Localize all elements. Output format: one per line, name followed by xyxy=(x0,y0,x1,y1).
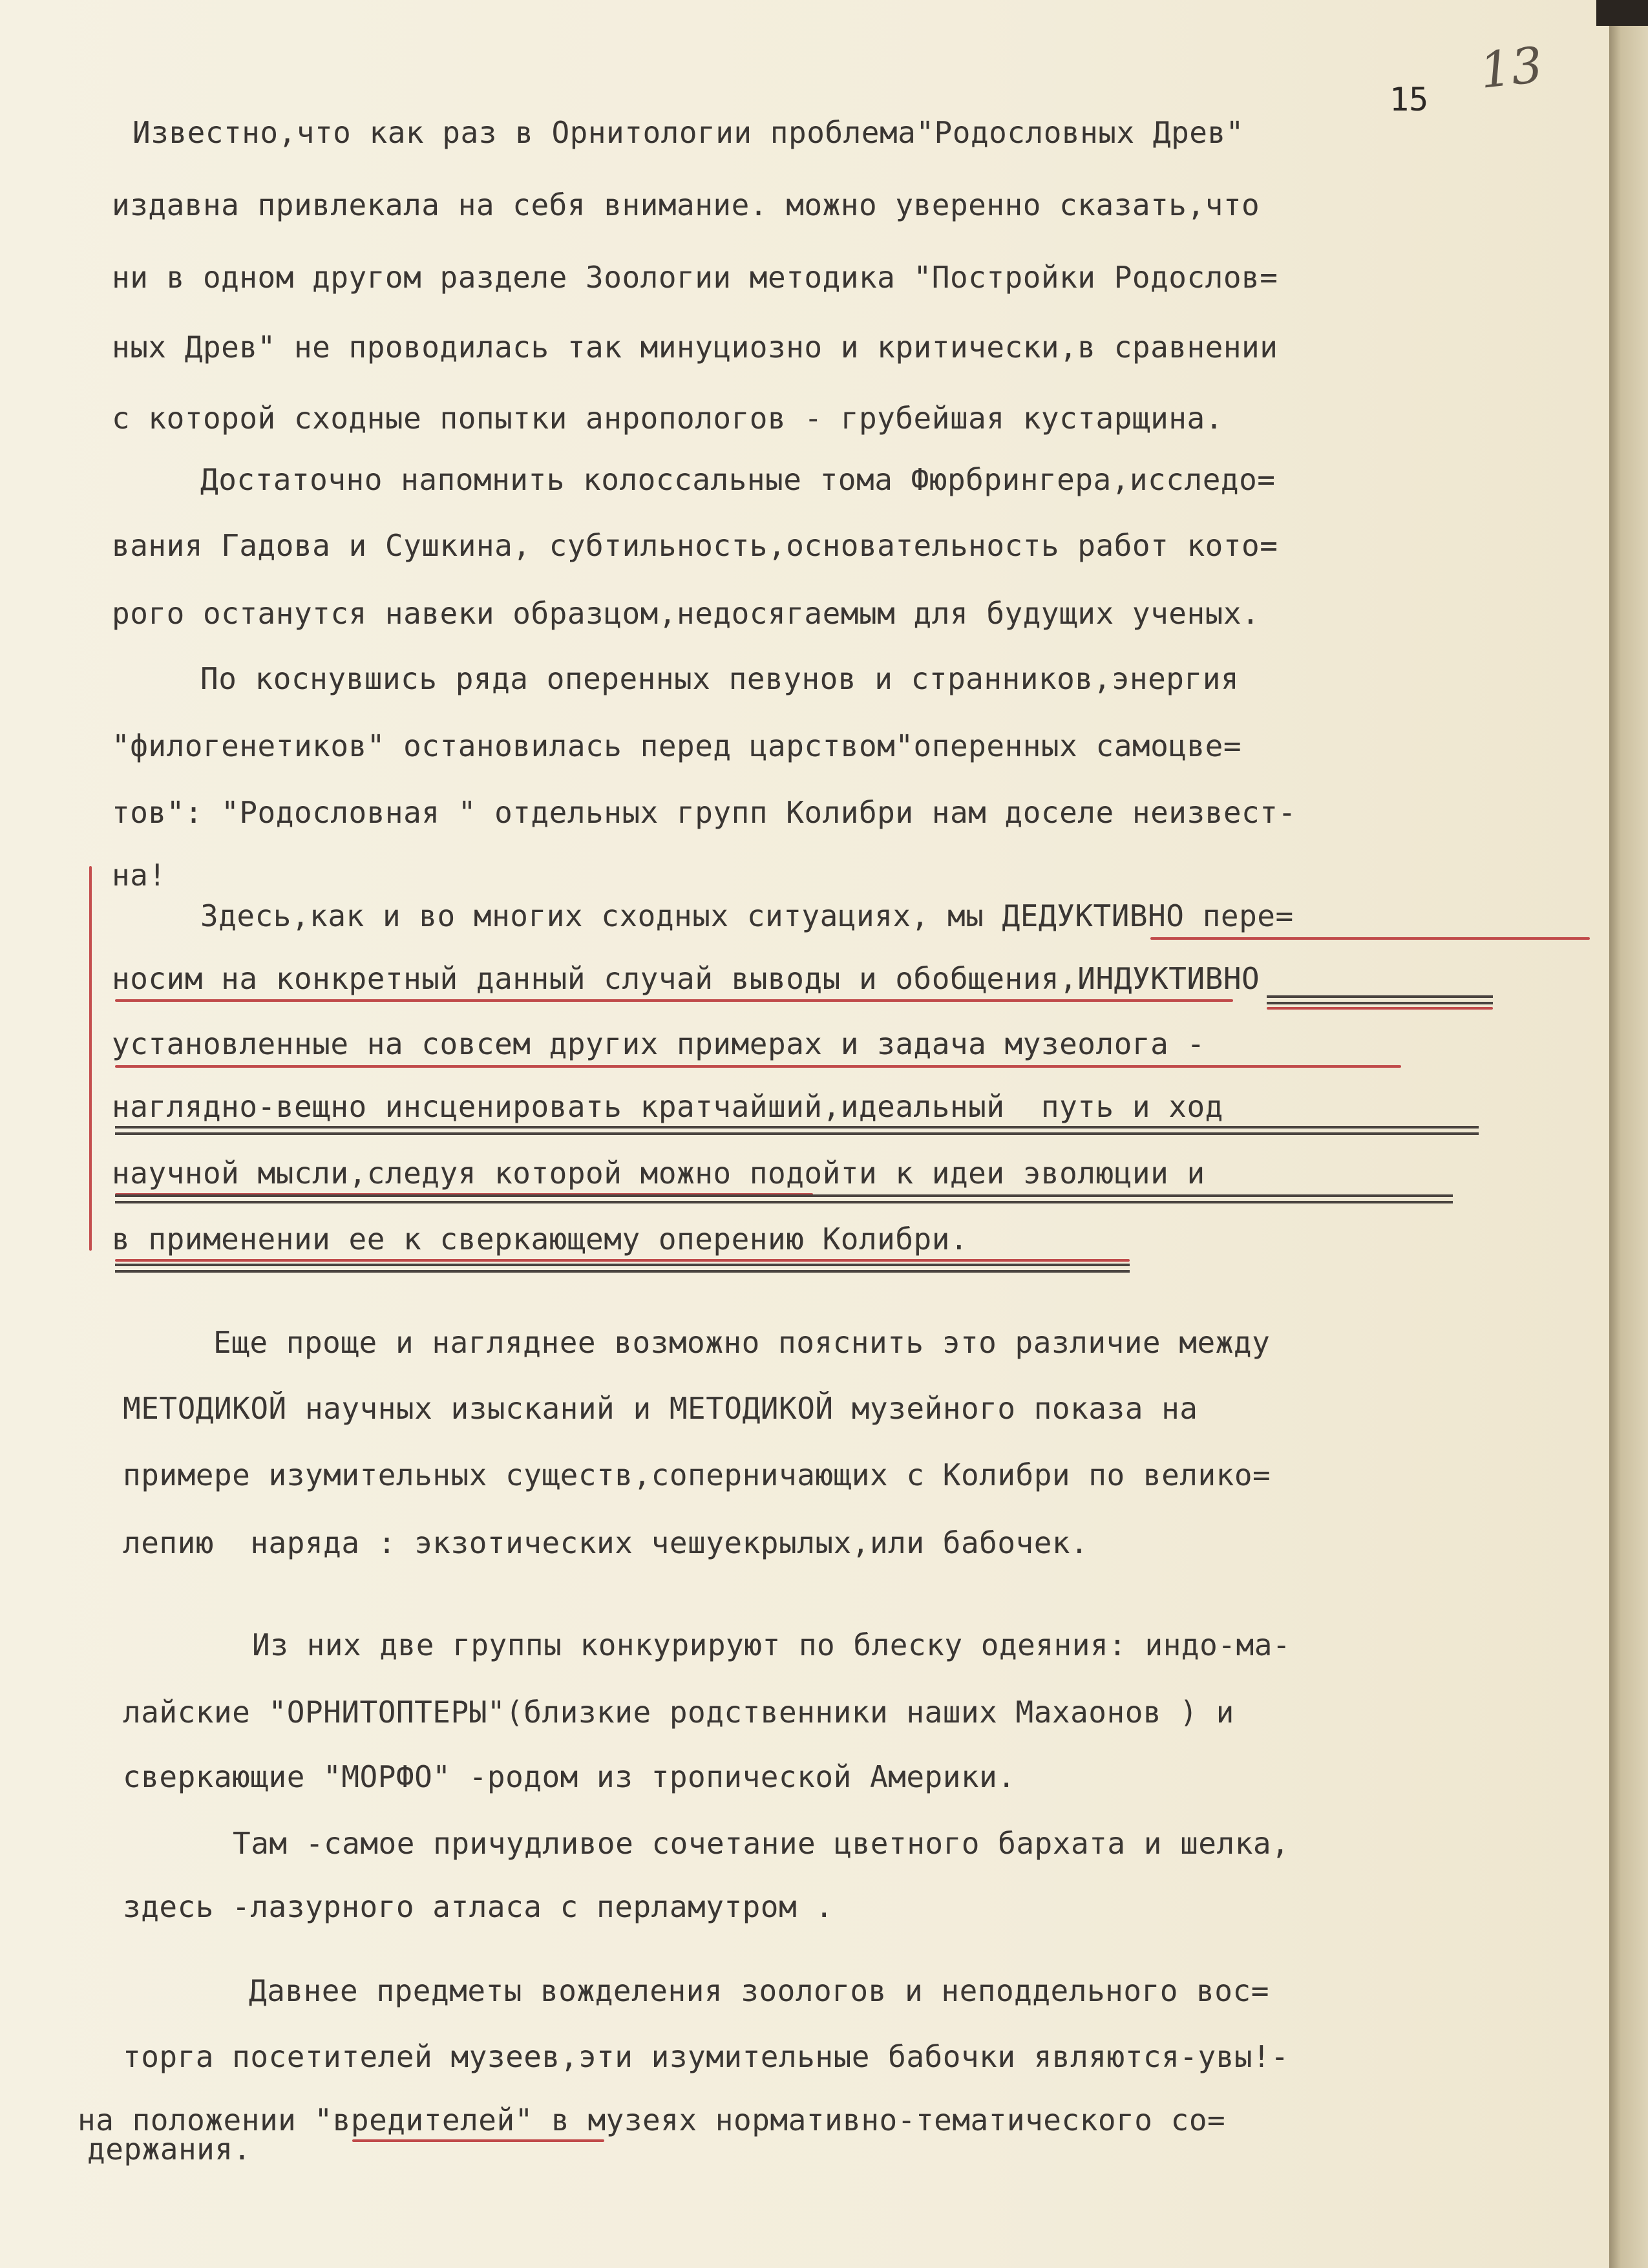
archive-number: 13 xyxy=(1477,36,1546,100)
text-line: в применении ее к сверкающему оперению Колибри. xyxy=(112,1222,969,1256)
text-line: установленные на совсем других примерах и задача музеолога - xyxy=(112,1026,1205,1061)
text-line: издавна привлекала на себя внимание. можно уверенно сказать,что xyxy=(112,187,1260,222)
double-underline xyxy=(115,1264,1130,1273)
text-line: торга посетителей музеев,эти изумительные бабочки являются-увы!- xyxy=(123,2039,1289,2074)
double-underline xyxy=(115,1194,1453,1203)
text-line: примере изумительных существ,соперничающих с Колибри по велико= xyxy=(123,1457,1271,1492)
text-line: ни в одном другом разделе Зоологии методика "Постройки Родослов= xyxy=(112,260,1278,295)
margin-marker xyxy=(89,866,92,1251)
text-line: Из них две группы конкурируют по блеску одеяния: индо-ма- xyxy=(252,1627,1291,1662)
double-underline xyxy=(1267,995,1493,1004)
text-line: вания Гадова и Сушкина, субтильность,основательность работ кото= xyxy=(112,528,1278,563)
text-line: тов": "Родословная " отдельных групп Колибри нам доселе неизвест- xyxy=(112,795,1296,830)
page-number: 15 xyxy=(1389,81,1429,118)
text-line: лайские "ОРНИТОПТЕРЫ"(близкие родственники наших Махаонов ) и xyxy=(123,1695,1234,1730)
text-line: здесь -лазурного атласа с перламутром . xyxy=(123,1889,834,1924)
text-line: МЕТОДИКОЙ научных изысканий и МЕТОДИКОЙ музейного показа на xyxy=(123,1391,1198,1426)
text-line: "филогенетиков" остановилась перед царством"оперенных самоцве= xyxy=(112,728,1242,763)
text-line: Известно,что как раз в Орнитологии проблема"Родословных Древ" xyxy=(132,115,1244,150)
text-line: ных Древ" не проводилась так минуциозно и критически,в сравнении xyxy=(112,330,1278,365)
text-line: Давнее предметы вожделения зоологов и неподдельного вос= xyxy=(249,1973,1269,2008)
text-line: Достаточно напомнить колоссальные тома Фюрбрингера,исследо= xyxy=(200,462,1276,497)
text-line: наглядно-вещно инсценировать кратчайший,идеальный путь и ход xyxy=(112,1089,1223,1124)
text-line: с которой сходные попытки анропологов - грубейшая кустарщина. xyxy=(112,401,1223,436)
text-line: на положении "вредителей" в музеях нормативно-тематического со= xyxy=(78,2103,1226,2137)
text-line: лепию наряда : экзотических чешуекрылых,или бабочек. xyxy=(123,1525,1089,1560)
text-line: Еще проще и нагляднее возможно пояснить это различие между xyxy=(213,1325,1271,1360)
red-underline xyxy=(115,1259,1130,1262)
text-line: сверкающие "МОРФО" -родом из тропической Америки. xyxy=(123,1759,1016,1794)
next-page-edge xyxy=(1609,0,1648,2268)
text-line: рого останутся навеки образцом,недосягаемым для будущих ученых. xyxy=(112,596,1260,631)
text-line: держания. xyxy=(87,2132,251,2167)
red-underline xyxy=(352,2139,604,2142)
text-line: По коснувшись ряда оперенных певунов и странников,энергия xyxy=(200,661,1240,696)
text-line: Здесь,как и во многих сходных ситуациях, мы ДЕДУКТИВНО пере= xyxy=(200,898,1294,933)
red-underline xyxy=(1267,1007,1493,1010)
text-line: носим на конкретный данный случай выводы и обобщения,ИНДУКТИВНО xyxy=(112,961,1260,996)
text-line: научной мысли,следуя которой можно подойти к идеи эволюции и xyxy=(112,1156,1205,1191)
red-underline xyxy=(1150,937,1590,940)
text-line: Там -самое причудливое сочетание цветного бархата и шелка, xyxy=(233,1826,1290,1861)
red-underline xyxy=(115,1065,1401,1068)
scan-corner xyxy=(1596,0,1648,26)
red-underline xyxy=(115,999,1233,1002)
text-line: на! xyxy=(112,858,167,893)
double-underline xyxy=(115,1126,1479,1135)
